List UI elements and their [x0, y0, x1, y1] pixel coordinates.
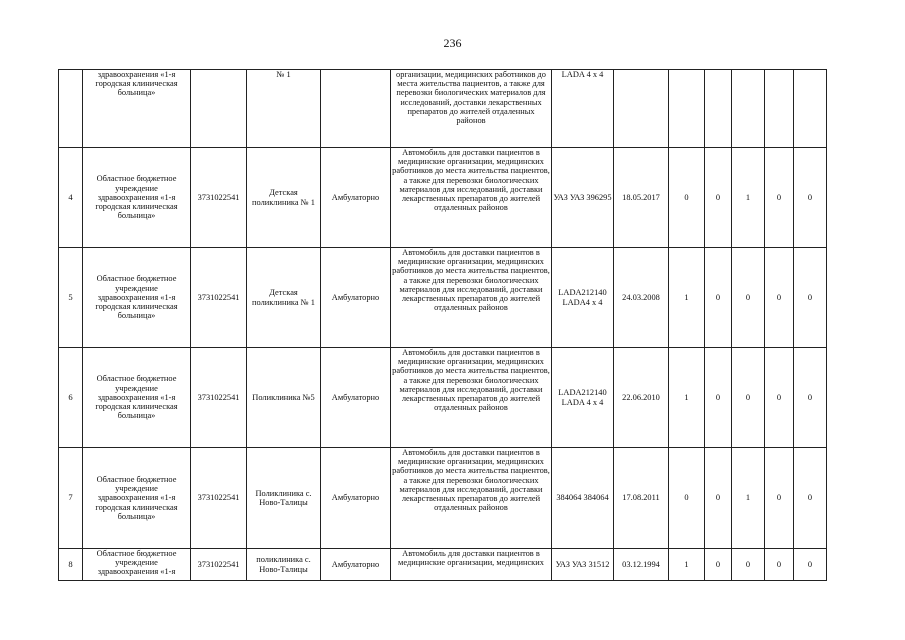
- cell-model: УАЗ УАЗ 31512: [552, 549, 614, 581]
- cell-model: LADA 4 x 4: [552, 70, 614, 148]
- cell-model: LADA212140 LADA 4 x 4: [552, 348, 614, 448]
- vehicle-table: [58, 69, 827, 581]
- cell-inn: 3731022541: [191, 248, 247, 348]
- cell-date: [614, 70, 669, 148]
- cell-purpose: Автомобиль для доставки пациентов в медицинские организации, медицинских работников до места жительства пациентов, а также для перевозки биологических материалов для исследований, доставки лекарственных препаратов до жителей отдаленных районов: [391, 148, 552, 248]
- table-row: [59, 448, 827, 549]
- cell-inn: 3731022541: [191, 148, 247, 248]
- cell-c2: 0: [705, 148, 732, 248]
- cell-type: Амбулаторно: [321, 549, 391, 581]
- cell-c1: 1: [669, 348, 705, 448]
- cell-unit: Поликлиника с. Ново-Талицы: [247, 448, 321, 549]
- cell-c1: 1: [669, 248, 705, 348]
- cell-unit: Детская поликлиника № 1: [247, 148, 321, 248]
- cell-unit: № 1: [247, 70, 321, 148]
- cell-type: [321, 70, 391, 148]
- cell-type: Амбулаторно: [321, 148, 391, 248]
- cell-c4: 0: [765, 549, 794, 581]
- cell-c3: 0: [732, 348, 765, 448]
- cell-c3: [732, 70, 765, 148]
- cell-num: 7: [59, 448, 83, 549]
- cell-org: Областное бюджетное учреждение здравоохранения «1-я городская клиническая больница»: [83, 248, 191, 348]
- cell-c1: 0: [669, 448, 705, 549]
- table-row: [59, 549, 827, 581]
- cell-c5: 0: [794, 148, 827, 248]
- cell-c2: 0: [705, 448, 732, 549]
- cell-c3: 1: [732, 448, 765, 549]
- cell-num: [59, 70, 83, 148]
- cell-org: Областное бюджетное учреждение здравоохранения «1-я городская клиническая больница»: [83, 148, 191, 248]
- cell-num: 4: [59, 148, 83, 248]
- page-number: 236: [443, 36, 462, 50]
- cell-org: здравоохранения «1-я городская клиническая больница»: [83, 70, 191, 148]
- table-row: [59, 348, 827, 448]
- cell-c4: 0: [765, 248, 794, 348]
- cell-c4: 0: [765, 448, 794, 549]
- cell-c2: 0: [705, 248, 732, 348]
- cell-c3: 0: [732, 248, 765, 348]
- cell-c1: 0: [669, 148, 705, 248]
- cell-inn: 3731022541: [191, 549, 247, 581]
- cell-unit: Поликлиника №5: [247, 348, 321, 448]
- cell-c1: [669, 70, 705, 148]
- cell-num: 8: [59, 549, 83, 581]
- cell-c3: 0: [732, 549, 765, 581]
- cell-org: Областное бюджетное учреждение здравоохранения «1-я городская клиническая больница»: [83, 348, 191, 448]
- cell-purpose: Автомобиль для доставки пациентов в медицинские организации, медицинских работников до места жительства пациентов, а также для перевозки биологических материалов для исследований, доставки лекарственных препаратов до жителей отдаленных районов: [391, 348, 552, 448]
- cell-c5: 0: [794, 248, 827, 348]
- cell-c2: [705, 70, 732, 148]
- cell-inn: 3731022541: [191, 448, 247, 549]
- cell-type: Амбулаторно: [321, 348, 391, 448]
- table-body: [59, 70, 827, 581]
- cell-org: Областное бюджетное учреждение здравоохранения «1-я: [83, 549, 191, 581]
- cell-c5: 0: [794, 448, 827, 549]
- table-row: [59, 148, 827, 248]
- cell-num: 6: [59, 348, 83, 448]
- cell-model: 384064 384064: [552, 448, 614, 549]
- cell-unit: поликлиника с. Ново-Талицы: [247, 549, 321, 581]
- cell-c4: 0: [765, 348, 794, 448]
- cell-inn: [191, 70, 247, 148]
- cell-purpose: организации, медицинских работников до места жительства пациентов, а также для перевозки биологических материалов для исследований, доставки лекарственных препаратов до жителей отдаленных районов: [391, 70, 552, 148]
- cell-c2: 0: [705, 549, 732, 581]
- cell-date: 03.12.1994: [614, 549, 669, 581]
- cell-c2: 0: [705, 348, 732, 448]
- cell-inn: 3731022541: [191, 348, 247, 448]
- cell-c1: 1: [669, 549, 705, 581]
- cell-date: 18.05.2017: [614, 148, 669, 248]
- cell-unit: Детская поликлиника № 1: [247, 248, 321, 348]
- cell-date: 22.06.2010: [614, 348, 669, 448]
- cell-type: Амбулаторно: [321, 248, 391, 348]
- cell-type: Амбулаторно: [321, 448, 391, 549]
- cell-c4: [765, 70, 794, 148]
- cell-purpose: Автомобиль для доставки пациентов в медицинские организации, медицинских: [391, 549, 552, 581]
- cell-c4: 0: [765, 148, 794, 248]
- cell-c5: [794, 70, 827, 148]
- cell-model: УАЗ УАЗ 396295: [552, 148, 614, 248]
- cell-date: 17.08.2011: [614, 448, 669, 549]
- cell-c3: 1: [732, 148, 765, 248]
- cell-purpose: Автомобиль для доставки пациентов в медицинские организации, медицинских работников до места жительства пациентов, а также для перевозки биологических материалов для исследований, доставки лекарственных препаратов до жителей отдаленных районов: [391, 448, 552, 549]
- cell-c5: 0: [794, 549, 827, 581]
- table-row: [59, 70, 827, 148]
- cell-purpose: Автомобиль для доставки пациентов в медицинские организации, медицинских работников до места жительства пациентов, а также для перевозки биологических материалов для исследований, доставки лекарственных препаратов до жителей отдаленных районов: [391, 248, 552, 348]
- cell-c5: 0: [794, 348, 827, 448]
- cell-date: 24.03.2008: [614, 248, 669, 348]
- cell-num: 5: [59, 248, 83, 348]
- cell-model: LADA212140 LADA4 x 4: [552, 248, 614, 348]
- table-row: [59, 248, 827, 348]
- cell-org: Областное бюджетное учреждение здравоохранения «1-я городская клиническая больница»: [83, 448, 191, 549]
